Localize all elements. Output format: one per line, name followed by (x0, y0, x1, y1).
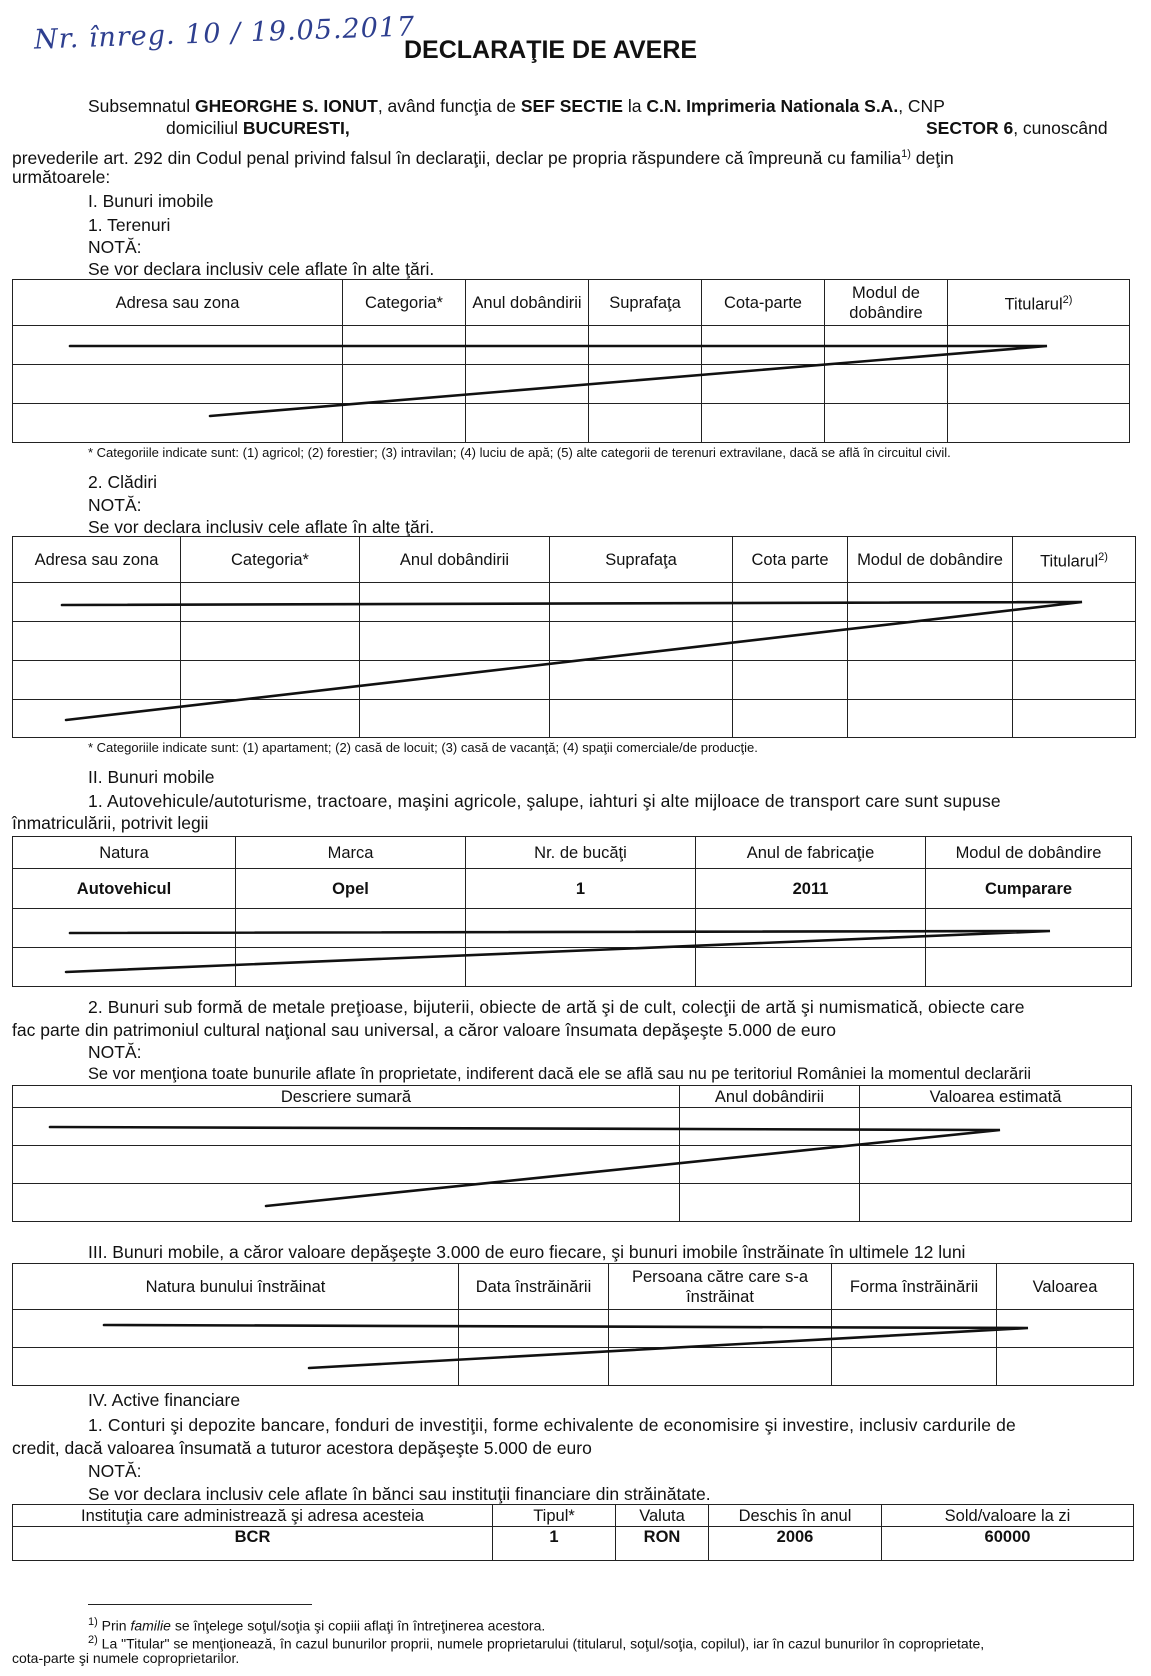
land-table (12, 279, 1130, 443)
footnote-divider (88, 1604, 312, 1605)
table-row (13, 622, 1136, 661)
table-row (13, 948, 1132, 987)
intro-line-2a (166, 117, 350, 139)
section-heading: IV. Active financiare (88, 1390, 241, 1410)
table-row (13, 1146, 1132, 1184)
declarant-function: SEF SECTIE (520, 96, 623, 116)
intro-text: prevederile art. 292 din Codul penal privind falsul în declaraţii, declar pe propria răspundere că împreună cu familia (12, 147, 902, 168)
subsection-text: înmatriculării, potrivit legii (12, 813, 209, 833)
column-header: Descriere sumară (13, 1086, 680, 1108)
column-header: Nr. de bucăţi (466, 837, 696, 869)
table-header-row (13, 1505, 1134, 1527)
intro-text: domiciliul (166, 118, 243, 138)
category-footnote: * Categoriile indicate sunt: (1) apartament; (2) casă de locuit; (3) casă de vacanţă; (4) spaţii comerciale/de producţie. (88, 740, 758, 755)
column-header (1013, 537, 1136, 583)
nota-label: NOTĂ: (88, 237, 142, 257)
nota-label: NOTĂ: (88, 495, 142, 515)
titular-label: Titularul (1004, 295, 1063, 314)
column-header: Valoarea (997, 1264, 1134, 1310)
intro-text: , cunoscând (1013, 118, 1108, 138)
declarant-sector: SECTOR 6 (926, 118, 1014, 138)
table-row (13, 1310, 1134, 1348)
column-header: Persoana către care s-a înstrăinat (609, 1264, 832, 1310)
subsection-text: 2. Bunuri sub formă de metale preţioase, bijuterii, obiecte de artă şi de cult, colecţii de artă şi numismatică, obiecte care (88, 997, 1025, 1017)
footnote-ref: 2) (1098, 551, 1108, 564)
section-heading: II. Bunuri mobile (88, 767, 215, 787)
intro-text: , având funcţia de (377, 96, 521, 116)
column-header: Suprafaţa (589, 280, 702, 326)
table-cell: 2006 (709, 1527, 882, 1561)
table-header-row (13, 837, 1132, 869)
footnote-text: Prin (97, 1617, 131, 1634)
table-cell: 1 (466, 869, 696, 909)
column-header: Anul de fabricaţie (696, 837, 926, 869)
table-cell: Autovehicul (13, 869, 236, 909)
nota-text: Se vor declara inclusiv cele aflate în alte ţări. (88, 259, 435, 279)
table-header-row (13, 1264, 1134, 1310)
subsection-text: 1. Conturi şi depozite bancare, fonduri de investiţii, forme echivalente de economisire şi investire, inclusiv cardurile de (88, 1415, 1016, 1435)
page-title: DECLARAŢIE DE AVERE (404, 36, 698, 64)
column-header: Anul dobândirii (360, 537, 550, 583)
column-header: Sold/valoare la zi (882, 1505, 1134, 1527)
table-cell: 2011 (696, 869, 926, 909)
column-header: Instituţia care administrează şi adresa acesteia (13, 1505, 493, 1527)
section-heading: I. Bunuri imobile (88, 191, 214, 211)
column-header: Tipul* (493, 1505, 616, 1527)
nota-label: NOTĂ: (88, 1461, 142, 1481)
column-header: Valuta (616, 1505, 709, 1527)
table-header-row (13, 537, 1136, 583)
accounts-table (12, 1504, 1134, 1561)
table-row (13, 1348, 1134, 1386)
declarant-institution: C.N. Imprimeria Nationala S.A. (646, 96, 899, 116)
column-header: Modul de dobândire (848, 537, 1013, 583)
column-header: Cota parte (733, 537, 848, 583)
column-header: Suprafaţa (550, 537, 733, 583)
table-row (13, 365, 1130, 404)
table-cell: Cumparare (926, 869, 1132, 909)
valuables-table (12, 1085, 1132, 1222)
column-header: Deschis în anul (709, 1505, 882, 1527)
category-footnote: * Categoriile indicate sunt: (1) agricol; (2) forestier; (3) intravilan; (4) luciu de apă; (5) alte categorii de terenuri extravilane, dacă se află în circuitul civil. (88, 445, 951, 460)
column-header: Natura bunului înstrăinat (13, 1264, 459, 1310)
table-row (13, 583, 1136, 622)
table-cell: Opel (236, 869, 466, 909)
table-cell: BCR (13, 1527, 493, 1561)
column-header: Categoria* (343, 280, 466, 326)
intro-line-1 (88, 95, 945, 117)
nota-text: Se vor declara inclusiv cele aflate în bănci sau instituţii financiare din străinătate. (88, 1484, 711, 1504)
table-row (13, 1184, 1132, 1222)
nota-label: NOTĂ: (88, 1042, 142, 1062)
footnote-2-cont: cota-parte şi numele coproprietarilor. (12, 1650, 240, 1666)
table-header-row (13, 280, 1130, 326)
intro-text: Subsemnatul (88, 96, 196, 116)
nota-text: Se vor menţiona toate bunurile aflate în proprietate, indiferent dacă ele se află sau nu pe teritoriul României la momentul declarării (88, 1065, 1031, 1083)
intro-text: deţin (910, 147, 954, 168)
table-cell: 1 (493, 1527, 616, 1561)
column-header: Modul de dobândire (926, 837, 1132, 869)
column-header: Forma înstrăinării (832, 1264, 997, 1310)
table-row (13, 1108, 1132, 1146)
column-header (948, 280, 1130, 326)
declarant-name: GHEORGHE S. IONUT (195, 96, 378, 116)
table-row (13, 326, 1130, 365)
table-row (13, 909, 1132, 948)
footnote-ref: 2) (1062, 294, 1073, 307)
table-row (13, 661, 1136, 700)
column-header: Marca (236, 837, 466, 869)
table-cell: RON (616, 1527, 709, 1561)
vehicles-table (12, 836, 1132, 987)
footnote-emphasis: familie (130, 1617, 171, 1634)
intro-line-2b (926, 117, 1108, 139)
column-header: Data înstrăinării (459, 1264, 609, 1310)
footnote-marker: 2) (88, 1634, 98, 1646)
column-header: Adresa sau zona (13, 537, 181, 583)
declarant-city: BUCURESTI, (242, 118, 350, 138)
column-header: Valoarea estimată (860, 1086, 1132, 1108)
subsection-text: fac parte din patrimoniul cultural naţional sau universal, a căror valoare însumata depăşeşte 5.000 de euro (12, 1020, 836, 1040)
table-row (13, 869, 1132, 909)
table-row (13, 700, 1136, 738)
nota-text: Se vor declara inclusiv cele aflate în alte ţări. (88, 517, 435, 537)
buildings-table (12, 536, 1136, 738)
footnote-marker: 1) (88, 1616, 98, 1628)
footnote-ref: 1) (901, 148, 911, 160)
column-header: Cota-parte (702, 280, 825, 326)
column-header: Adresa sau zona (13, 280, 343, 326)
subsection-heading: 2. Clădiri (88, 472, 158, 492)
table-header-row (13, 1086, 1132, 1108)
column-header: Modul de dobândire (825, 280, 948, 326)
table-row (13, 1527, 1134, 1561)
subsection-text: 1. Autovehicule/autoturisme, tractoare, maşini agricole, şalupe, iahturi şi alte mijloace de transport care sunt supuse (88, 791, 1001, 811)
table-cell: 60000 (882, 1527, 1134, 1561)
titular-label: Titularul (1040, 552, 1099, 571)
column-header: Natura (13, 837, 236, 869)
intro-text: la (622, 96, 647, 116)
footnote-text: La "Titular" se menţionează, în cazul bunurilor proprii, numele proprietarului (titularul, soţul/soţia, copilul), iar în cazul bunurilor în coproprietate, (97, 1635, 985, 1652)
subsection-text: credit, dacă valoarea însumată a tuturor acestora depăşeşte 5.000 de euro (12, 1438, 592, 1458)
registration-handwritten: Nr. înreg. 10 / 19.05.2017 (33, 11, 416, 56)
footnote-text: se înţelege soţul/soţia şi copiii aflaţi în întreţinerea acestora. (170, 1617, 546, 1634)
section-heading: III. Bunuri mobile, a căror valoare depăşeşte 3.000 de euro fiecare, şi bunuri imobile înstrăinate în ultimele 12 luni (88, 1242, 966, 1262)
alienated-table (12, 1263, 1134, 1386)
column-header: Categoria* (181, 537, 360, 583)
intro-line-4: următoarele: (12, 167, 111, 187)
column-header: Anul dobândirii (680, 1086, 860, 1108)
intro-text: , CNP (898, 96, 945, 116)
subsection-heading: 1. Terenuri (88, 215, 171, 235)
table-row (13, 404, 1130, 443)
intro-line-3 (12, 143, 954, 169)
column-header: Anul dobândirii (466, 280, 589, 326)
